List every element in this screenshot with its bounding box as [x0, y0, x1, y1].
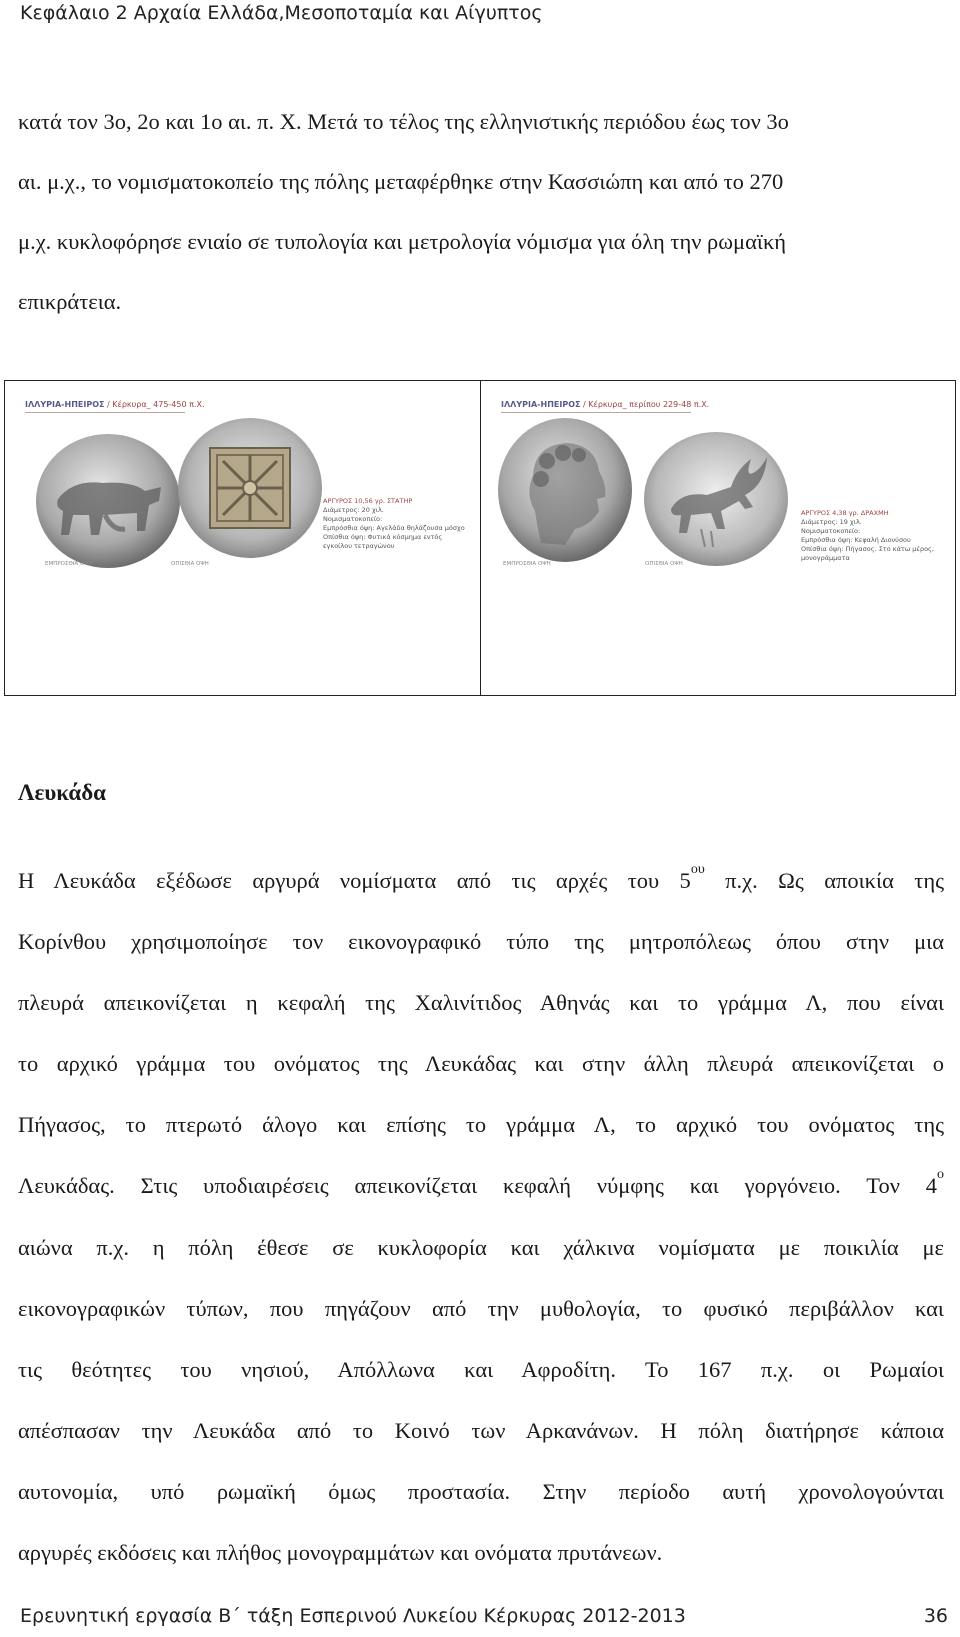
coin-panel-corfu-stater [5, 381, 481, 695]
coin-obverse-cow-icon [33, 431, 183, 571]
page-footer [20, 1605, 948, 1627]
intro-line-4: επικράτεια. [18, 289, 122, 314]
title-underline [501, 412, 691, 413]
paragraph-line-2: Κορίνθου χρησιμοποίησε τον εικονογραφικό τύπο της μητροπόλεως όπου στην μια [18, 929, 944, 954]
paragraph-line-4: το αρχικό γράμμα του ονόματος της Λευκάδας και στην άλλη πλευρά απεικονίζεται ο [18, 1051, 944, 1076]
paragraph-line-5: Πήγασος, το πτερωτό άλογο και επίσης το γράμμα Λ, το αρχικό του ονόματος της [18, 1112, 944, 1137]
paragraph-line-10: απέσπασαν την Λευκάδα από το Κοινό των Αρκανάνων. Η πόλη διατήρησε κάποια [18, 1418, 944, 1443]
paragraph-line-12: αργυρές εκδόσεις και πλήθος μονογραμμάτων και ονόματα πρυτάνεων. [18, 1540, 663, 1565]
intro-line-2: αι. μ.χ., το νομισματοκοπείο της πόλης μεταφέρθηκε στην Κασσιώπη και από το 270 [18, 169, 784, 194]
coin-caption [801, 509, 934, 563]
coin-panel-corfu-drachm [481, 381, 955, 695]
paragraph-line-11: αυτονομία, υπό ρωμαϊκή όμως προστασία. Στην περίοδο αυτή χρονολογούνται [18, 1479, 944, 1504]
caption-line: Οπίσθια όψη: Φυτικά κόσμημα εντός [323, 533, 443, 541]
intro-line-1: κατά τον 3ο, 2ο και 1ο αι. π. Χ. Μετά το τέλος της ελληνιστικής περιόδου έως τον 3ο [18, 109, 789, 134]
obverse-label: ΕΜΠΡΟΣΘΙΑ ΟΨΗ [503, 561, 551, 567]
superscript: ου [690, 862, 705, 877]
coin-figure [4, 380, 956, 696]
line-text: π.χ. Ως αποικία της [704, 868, 944, 893]
panel-era: / Κέρκυρα_ 475-450 π.Χ. [107, 400, 205, 409]
obverse-label: ΕΜΠΡΟΣΘΙΑ ΟΨΗ [45, 561, 93, 567]
panel-site: ΙΛΛΥΡΙΑ-ΗΠΕΙΡΟΣ [25, 400, 105, 409]
paragraph-line-6 [18, 1167, 944, 1199]
caption-line: ΑΡΓΥΡΟΣ 10,56 γρ. ΣΤΑΤΗΡ [323, 497, 413, 505]
superscript: ο [937, 1167, 944, 1182]
panel-site: ΙΛΛΥΡΙΑ-ΗΠΕΙΡΟΣ [501, 400, 581, 409]
panel-title [501, 400, 709, 409]
paragraph-line-7: αιώνα π.χ. η πόλη έθεσε σε κυκλοφορία και χάλκινα νομίσματα με ποικιλία με [18, 1235, 944, 1260]
line-text: Λευκάδας. Στις υποδιαιρέσεις απεικονίζεται κεφαλή νύμφης και γοργόνειο. Τον 4 [18, 1173, 937, 1198]
paragraph-line-9: τις θεότητες του νησιού, Απόλλωνα και Αφροδίτη. Το 167 π.χ. οι Ρωμαίοι [18, 1357, 944, 1382]
caption-line: Νομισματοκοπείο: [323, 515, 383, 523]
reverse-label: ΟΠΙΣΘΙΑ ΟΨΗ [645, 561, 683, 567]
coin-reverse-square-icon [175, 416, 325, 561]
section-heading: Λευκάδα [18, 780, 106, 805]
panel-era: / Κέρκυρα_ περίπου 229-48 π.Χ. [583, 400, 710, 409]
page-number: 36 [923, 1605, 948, 1627]
title-underline [25, 412, 185, 413]
intro-line-3: μ.χ. κυκλοφόρησε ενιαίο σε τυπολογία και μετρολογία νόμισμα για όλη την ρωμαϊκή [18, 229, 787, 254]
panel-title [25, 400, 205, 409]
caption-line: Εμπρόσθια όψη: Κεφαλή Διονύσου [801, 536, 911, 544]
footer-text: Ερευνητική εργασία Β΄ τάξη Εσπερινού Λυκείου Κέρκυρας 2012-2013 [20, 1605, 686, 1627]
paragraph-line-1 [18, 862, 944, 894]
coin-obverse-dionysus-head-icon [495, 415, 635, 565]
caption-line: Εμπρόσθια όψη: Αγελάδα θηλάζουσα μόσχο [323, 524, 465, 532]
caption-line: Οπίσθια όψη: Πήγασος. Στο κάτω μέρος, [801, 545, 934, 553]
page-header: Κεφάλαιο 2 Αρχαία Ελλάδα,Μεσοποταμία και Αίγυπτος [20, 2, 543, 24]
caption-line: Νομισματοκοπείο: [801, 527, 861, 535]
caption-line: Διάμετρος: 19 χιλ. [801, 518, 862, 526]
caption-line: εγκοίλου τετραγώνου [323, 542, 395, 550]
paragraph-line-3: πλευρά απεικονίζεται η κεφαλή της Χαλινίτιδος Αθηνάς και το γράμμα Λ, που είναι [18, 990, 944, 1015]
paragraph-line-8: εικονογραφικών τύπων, που πηγάζουν από την μυθολογία, το φυσικό περιβάλλον και [18, 1296, 944, 1321]
line-text: Η Λευκάδα εξέδωσε αργυρά νομίσματα από τις αρχές του 5 [18, 868, 691, 893]
caption-line: ΑΡΓΥΡΟΣ 4,38 γρ. ΔΡΑΧΜΗ [801, 509, 889, 517]
caption-line: Διάμετρος: 20 χιλ. [323, 506, 384, 514]
caption-line: μονογράμματα [801, 554, 850, 562]
reverse-label: ΟΠΙΣΘΙΑ ΟΨΗ [171, 561, 209, 567]
coin-caption [323, 497, 465, 551]
coin-reverse-pegasus-icon [641, 429, 791, 569]
